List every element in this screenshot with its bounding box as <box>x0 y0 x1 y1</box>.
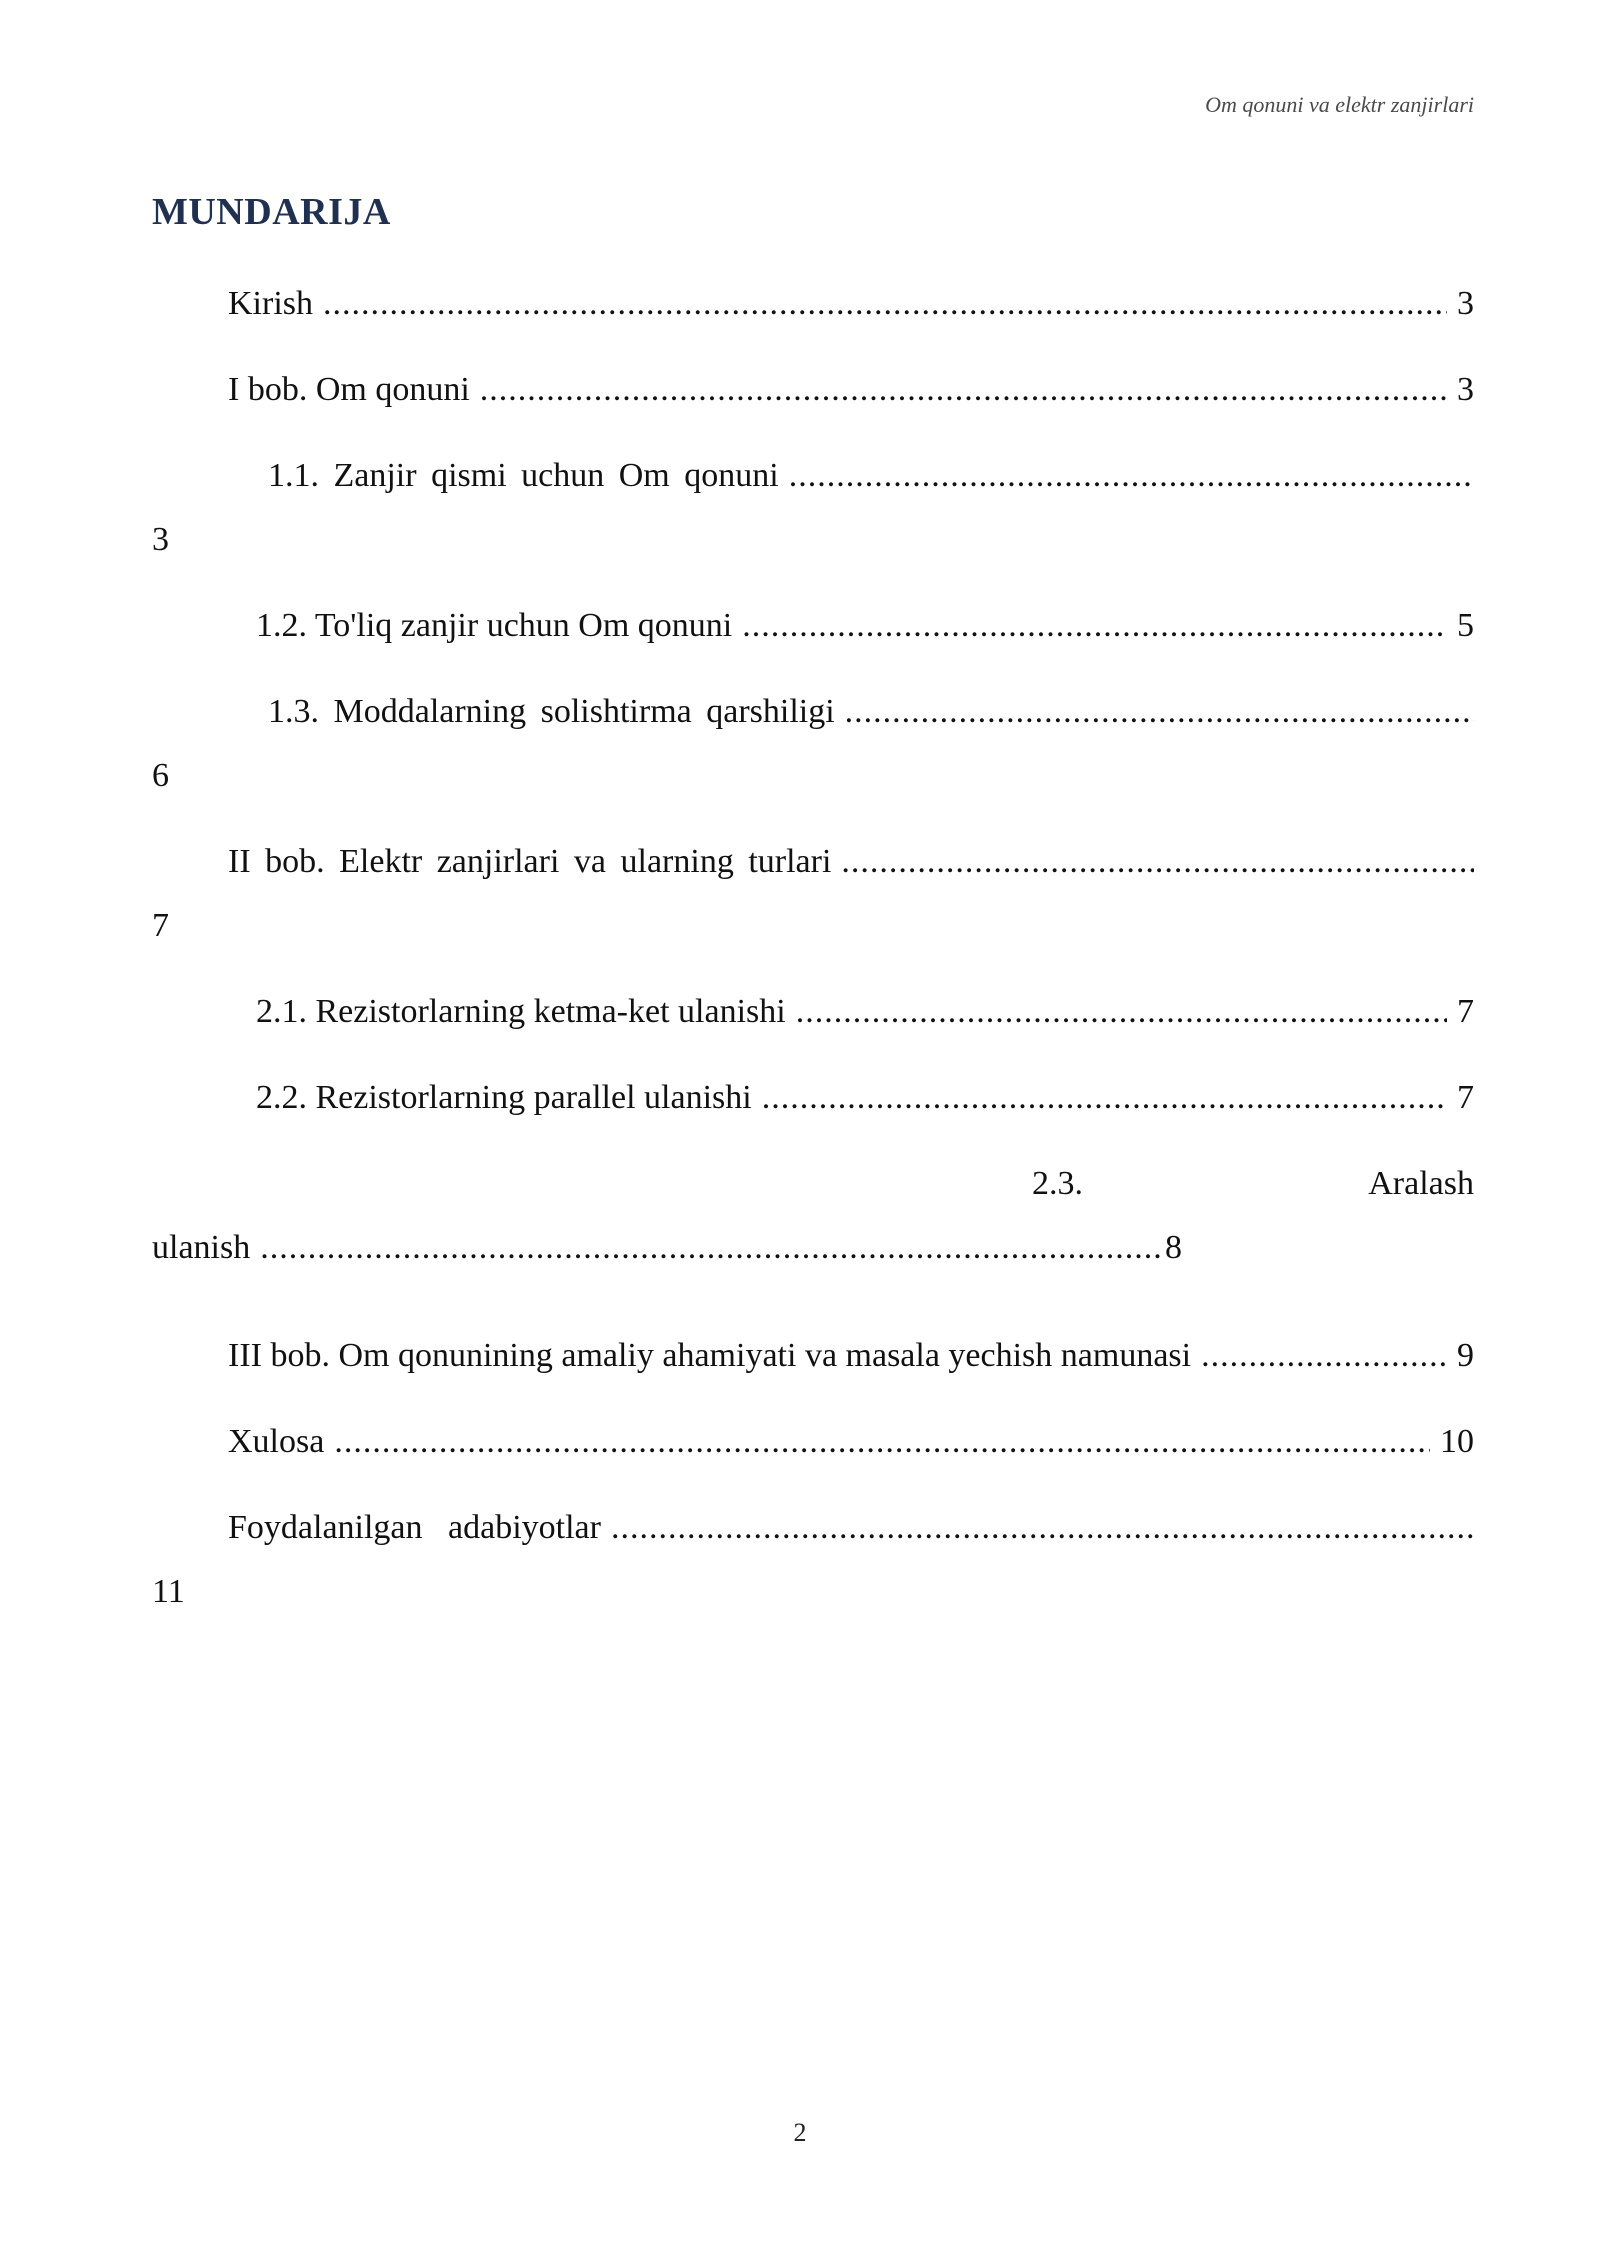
dot-leader <box>841 830 1474 894</box>
toc-entry[interactable] <box>152 272 1474 336</box>
toc-entry[interactable] <box>152 980 1474 1044</box>
dot-leader <box>789 444 1474 508</box>
toc-entry-page: 6 <box>152 757 169 794</box>
table-of-contents <box>152 272 1474 1646</box>
toc-entry[interactable] <box>152 680 1474 808</box>
toc-entry-label: Kirish <box>228 285 313 322</box>
toc-entry-label: I bob. Om qonuni <box>228 371 470 408</box>
toc-entry-page: 5 <box>1457 607 1474 644</box>
dot-leader <box>334 1410 1430 1474</box>
toc-entry[interactable] <box>152 444 1474 572</box>
toc-entry[interactable] <box>152 830 1474 958</box>
toc-entry-label: 2.2. Rezistorlarning parallel ulanishi <box>256 1079 752 1116</box>
toc-entry[interactable] <box>152 358 1474 422</box>
dot-leader <box>611 1496 1474 1560</box>
toc-entry-label: 1.3. Moddalarning solishtirma qarshiligi <box>268 693 835 730</box>
running-header: Om qonuni va elektr zanjirlari <box>1205 92 1474 117</box>
dot-leader <box>762 1066 1447 1130</box>
toc-entry-page: 7 <box>1457 993 1474 1030</box>
toc-entry[interactable] <box>152 1324 1474 1388</box>
toc-entry-label: Foydalanilgan adabiyotlar <box>228 1509 601 1546</box>
toc-entry[interactable] <box>152 594 1474 658</box>
toc-entry-page: 3 <box>1457 285 1474 322</box>
toc-entry-page: 3 <box>1457 371 1474 408</box>
toc-entry[interactable] <box>152 1410 1474 1474</box>
toc-entry-label: 2.1. Rezistorlarning ketma-ket ulanishi <box>256 993 786 1030</box>
dot-leader <box>742 594 1447 658</box>
toc-entry-page: 7 <box>152 907 169 944</box>
toc-entry-page: 9 <box>1457 1337 1474 1374</box>
toc-entry-page: 11 <box>152 1573 185 1610</box>
toc-entry-page: 8 <box>1165 1229 1182 1266</box>
toc-entry-page: 10 <box>1440 1423 1474 1460</box>
toc-title: MUNDARIJA <box>152 191 391 233</box>
toc-entry-label: III bob. Om qonunining amaliy ahamiyati va masala yechish namunasi <box>228 1337 1192 1374</box>
dot-leader <box>323 272 1447 336</box>
page-number: 2 <box>793 2118 807 2147</box>
toc-entry[interactable] <box>152 1152 1474 1302</box>
toc-entry[interactable] <box>152 1496 1474 1624</box>
toc-entry-label: Xulosa <box>228 1423 325 1460</box>
dot-leader <box>480 358 1447 422</box>
toc-entry-number: 2.3. <box>1032 1165 1083 1202</box>
dot-leader <box>845 680 1474 744</box>
dot-leader <box>1201 1324 1447 1388</box>
dot-leader <box>796 980 1447 1044</box>
toc-entry-label: II bob. Elektr zanjirlari va ularning turlari <box>228 843 832 880</box>
toc-entry-label: Aralash <box>1368 1165 1474 1202</box>
toc-entry-page: 7 <box>1457 1079 1474 1116</box>
toc-entry-label: 1.1. Zanjir qismi uchun Om qonuni <box>268 457 779 494</box>
toc-entry-label-continued: ulanish <box>152 1229 251 1266</box>
toc-entry-label: 1.2. To'liq zanjir uchun Om qonuni <box>256 607 733 644</box>
dot-leader <box>260 1216 1165 1280</box>
toc-entry-page: 3 <box>152 521 169 558</box>
toc-entry[interactable] <box>152 1066 1474 1130</box>
